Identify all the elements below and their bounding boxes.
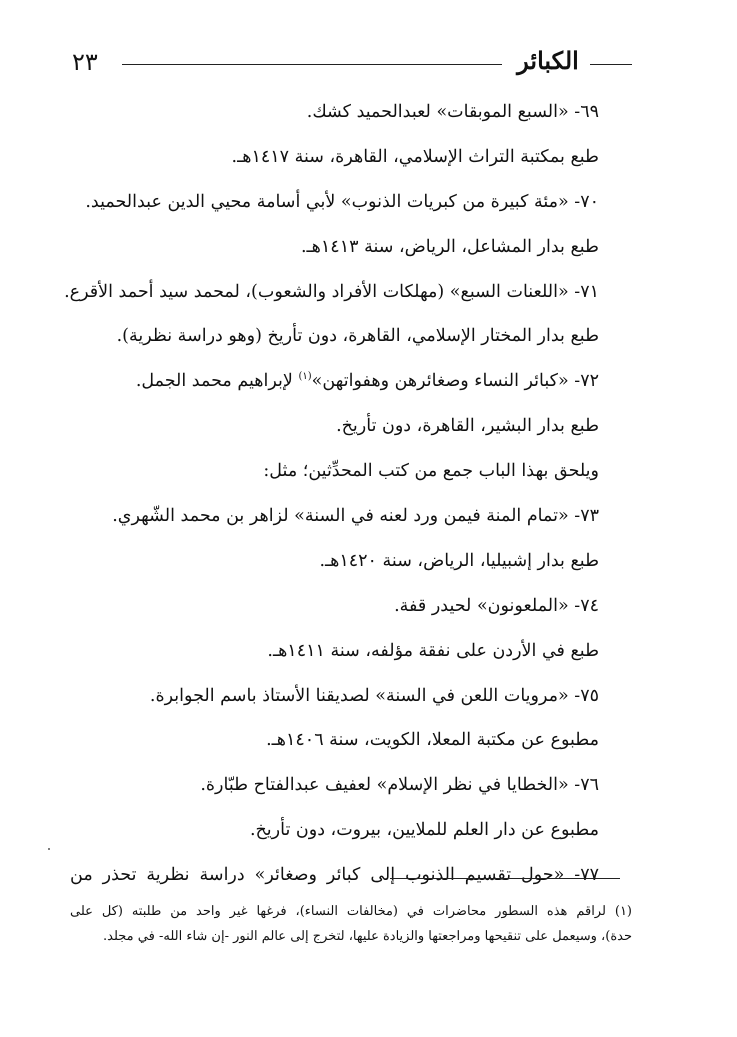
entry-70-title: ٧٠- «مئة كبيرة من كبريات الذنوب» لأبي أسامة محيي الدين عبدالحميد. [85, 191, 599, 212]
entry-77-title: ٧٧- «حول تقسيم الذنوب إلى كبائر وصغائر» دراسة نظرية تحذر من [70, 865, 599, 886]
book-title: الكبائر [517, 46, 579, 75]
header-rule-right [590, 64, 632, 65]
section-intro: ويلحق بهذا الباب جمع من كتب المحدِّثين؛ مثل: [263, 461, 599, 482]
footnote-ref-1[interactable]: (١) [298, 371, 312, 383]
entry-73-title: ٧٣- «تمام المنة فيمن ورد لعنه في السنة» لزاهر بن محمد الشّهري. [112, 506, 599, 527]
running-header [60, 44, 650, 84]
entry-72-title [70, 369, 599, 393]
footnote-separator [390, 878, 620, 879]
entry-75-publisher: مطبوع عن مكتبة المعلا، الكويت، سنة ١٤٠٦هـ. [266, 730, 599, 751]
entry-76-publisher: مطبوع عن دار العلم للملايين، بيروت، دون تأريخ. [249, 820, 599, 841]
entry-75-title: ٧٥- «مرويات اللعن في السنة» لصديقنا الأستاذ باسم الجوابرة. [149, 685, 599, 706]
header-rule-left [122, 64, 502, 65]
entry-74-publisher: طبع في الأردن على نفقة مؤلفه، سنة ١٤١١هـ. [267, 640, 599, 661]
entry-70-publisher: طبع بدار المشاعل، الرياض، سنة ١٤١٣هـ. [300, 236, 599, 257]
entry-72-title-text: ٧٢- «كبائر النساء وصغائرهن وهفواتهن» [311, 371, 599, 392]
entry-71-publisher: طبع بدار المختار الإسلامي، القاهرة، دون تأريخ (وهو دراسة نظرية). [116, 326, 599, 347]
entry-72-publisher: طبع بدار البشير، القاهرة، دون تأريخ. [336, 416, 599, 437]
entry-69-title: ٦٩- «السبع الموبقات» لعبدالحميد كشك. [306, 102, 599, 122]
footnote-1-line-1: (١) لراقم هذه السطور محاضرات في (مخالفات النساء)، فرغها غير واحد من طلبته (كل على [70, 904, 632, 919]
entry-69-publisher: طبع بمكتبة التراث الإسلامي، القاهرة، سنة ١٤١٧هـ. [231, 146, 599, 167]
margin-mark [48, 848, 50, 850]
entry-73-publisher: طبع بدار إشبيليا، الرياض، سنة ١٤٢٠هـ. [319, 550, 599, 571]
entry-76-title: ٧٦- «الخطايا في نظر الإسلام» لعفيف عبدالفتاح طبّارة. [200, 775, 599, 796]
footnotes [70, 902, 632, 952]
entry-71-title: ٧١- «اللعنات السبع» (مهلكات الأفراد والشعوب)، لمحمد سيد أحمد الأقرع. [64, 281, 599, 302]
entry-72-author: لإبراهيم محمد الجمل. [135, 371, 299, 392]
entry-74-title: ٧٤- «الملعونون» لحيدر قفة. [394, 595, 599, 616]
body-text [64, 100, 599, 908]
footnote-1-line-2: حدة)، وسيعمل على تنقيحها ومراجعتها والزيادة عليها، لتخرج إلى عالم النور -إن شاء الله- في مجلد. [103, 929, 632, 944]
page-number: ٢٣ [72, 48, 98, 76]
